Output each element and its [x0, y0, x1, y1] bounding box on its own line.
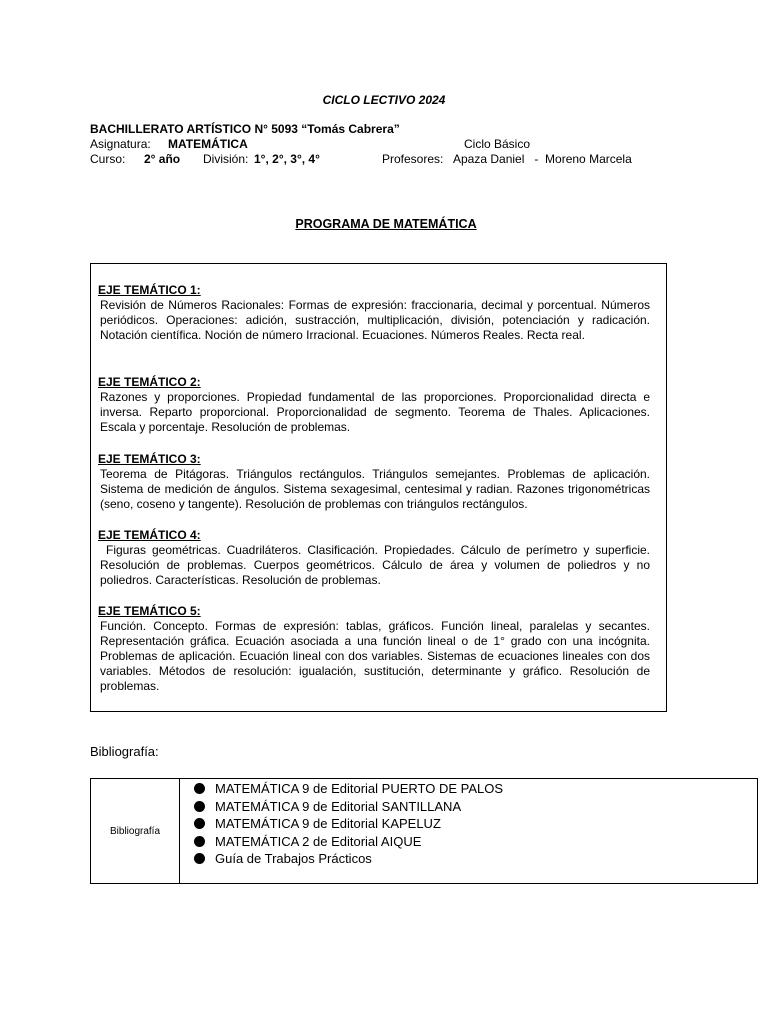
- axis-content: Razones y proporciones. Propiedad fundamental de las proporciones. Proporcionalidad directa e inversa. Reparto proporcional. Proporcionalidad de segmento. Teorema de Thales. Aplicaciones. Escala y porcentaje. Resolución de problemas.: [100, 390, 650, 434]
- bibliography-item: MATEMÁTICA 9 de Editorial SANTILLANA: [215, 798, 462, 814]
- division-value: 1°, 2°, 3°, 4°: [254, 152, 320, 166]
- document-header: [90, 122, 690, 167]
- axis-title: EJE TEMÁTICO 1:: [98, 283, 201, 297]
- bullet-icon: [194, 836, 205, 847]
- school-name: BACHILLERATO ARTÍSTICO N° 5093 “Tomás Cabrera”: [90, 122, 400, 136]
- course-row: [90, 152, 690, 167]
- subject-label: Asignatura:: [90, 137, 151, 151]
- bibliography-item: Guía de Trabajos Prácticos: [215, 851, 372, 867]
- axis-content: Revisión de Números Racionales: Formas de expresión: fraccionaria, decimal y porcentual. Números periódicos. Operaciones: adición, sustracción, multiplicación, división, potenciación y radicación. Notación científica. Noción de número Irracional. Ecuaciones. Números Reales. Recta real.: [100, 298, 650, 342]
- list-item: [194, 850, 503, 868]
- thematic-axis: [98, 604, 650, 694]
- axis-content: Función. Concepto. Formas de expresión: tablas, gráficos. Función lineal, paralelas y secantes. Representación gráfica. Ecuación asociada a una función lineal o de 1° grado con una incógnita. Problemas de aplicación. Ecuación lineal con dos variables. Sistemas de ecuaciones lineales con dos variables. Métodos de resolución: igualación, sustitución, determinante y gráfico. Resolución de problemas.: [100, 619, 650, 693]
- bibliography-cell-label: Bibliografía: [91, 779, 180, 883]
- axis-content: Teorema de Pitágoras. Triángulos rectángulos. Triángulos semejantes. Problemas de aplicación. Sistema de medición de ángulos. Sistema sexagesimal, centesimal y radian. Razones trigonométricas (seno, coseno y tangente). Resolución de problemas con triángulos rectángulos.: [100, 467, 650, 511]
- division-label: División:: [203, 152, 249, 166]
- bibliography-item: MATEMÁTICA 2 de Editorial AIQUE: [215, 833, 422, 849]
- cycle-level: Ciclo Básico: [464, 137, 531, 151]
- bullet-icon: [194, 783, 205, 794]
- program-title: PROGRAMA DE MATEMÁTICA: [295, 217, 477, 231]
- teachers-label: Profesores:: [382, 152, 444, 166]
- bullet-icon: [194, 801, 205, 812]
- course-value: 2° año: [144, 152, 181, 166]
- thematic-axis: [98, 452, 650, 512]
- course-label: Curso:: [90, 152, 126, 166]
- bibliography-table: [90, 778, 758, 884]
- axis-title: EJE TEMÁTICO 2:: [98, 375, 201, 389]
- thematic-axis: [98, 528, 654, 588]
- axis-content: Figuras geométricas. Cuadriláteros. Clasificación. Propiedades. Cálculo de perímetro y superficie. Resolución de problemas. Cuerpos geométricos. Cálculo de área y volumen de poliedros y no poliedros. Características. Resolución de problemas.: [100, 543, 654, 587]
- thematic-axis: [98, 283, 650, 343]
- subject-row: [90, 137, 690, 152]
- list-item: [194, 815, 503, 833]
- subject-value: MATEMÁTICA: [168, 137, 248, 151]
- bibliography-heading: Bibliografía:: [90, 744, 159, 759]
- thematic-axes-box: [90, 263, 667, 712]
- bibliography-list: [194, 780, 503, 868]
- bibliography-item: MATEMÁTICA 9 de Editorial PUERTO DE PALOS: [215, 781, 504, 797]
- bullet-icon: [194, 818, 205, 829]
- cycle-heading: CICLO LECTIVO 2024: [322, 93, 446, 107]
- list-item: [194, 798, 503, 816]
- axis-title: EJE TEMÁTICO 3:: [98, 452, 201, 466]
- thematic-axis: [98, 375, 650, 435]
- teachers-value: Apaza Daniel - Moreno Marcela: [453, 152, 632, 166]
- axis-title: EJE TEMÁTICO 5:: [98, 604, 201, 618]
- bullet-icon: [194, 853, 205, 864]
- axis-title: EJE TEMÁTICO 4:: [98, 528, 201, 542]
- bibliography-item: MATEMÁTICA 9 de Editorial KAPELUZ: [215, 816, 441, 832]
- list-item: [194, 780, 503, 798]
- list-item: [194, 833, 503, 851]
